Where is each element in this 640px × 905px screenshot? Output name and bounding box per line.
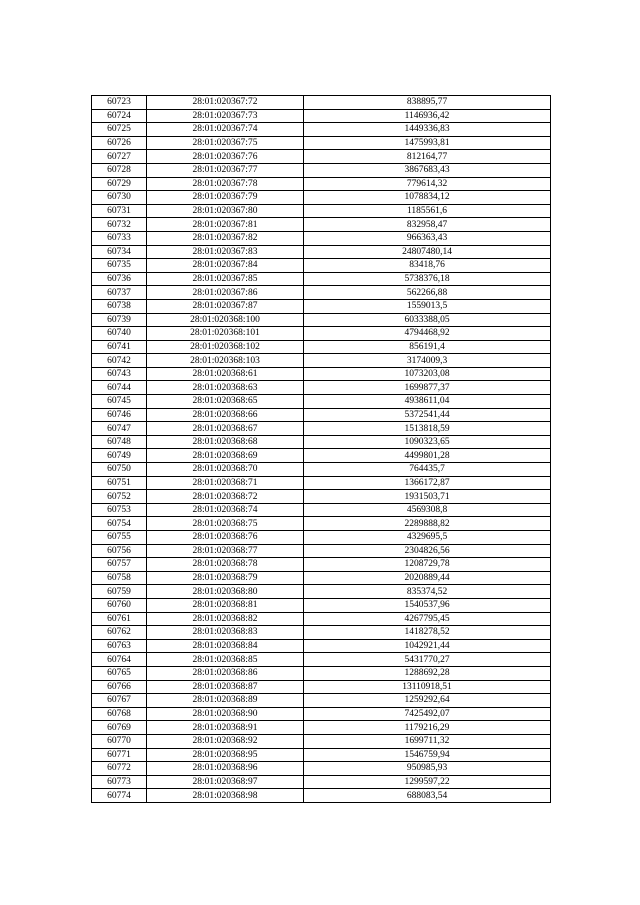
table-row [92,299,551,313]
value-cell: 83418,76 [304,259,551,273]
value-cell: 2020889,44 [304,571,551,585]
table-row [92,639,551,653]
row-number-cell: 60769 [92,721,147,735]
table-row [92,408,551,422]
value-cell: 1090323,65 [304,435,551,449]
table-row [92,245,551,259]
cadastral-number-cell: 28:01:020367:85 [147,272,304,286]
table-row [92,585,551,599]
row-number-cell: 60770 [92,734,147,748]
cadastral-number-cell: 28:01:020368:84 [147,639,304,653]
row-number-cell: 60771 [92,748,147,762]
value-cell: 950985,93 [304,762,551,776]
cadastral-number-cell: 28:01:020368:96 [147,762,304,776]
row-number-cell: 60767 [92,694,147,708]
row-number-cell: 60760 [92,598,147,612]
value-cell: 5372541,44 [304,408,551,422]
cadastral-number-cell: 28:01:020368:69 [147,449,304,463]
table-row [92,775,551,789]
value-cell: 5431770,27 [304,653,551,667]
table-row [92,395,551,409]
table-row [92,626,551,640]
table-row [92,503,551,517]
table-row [92,136,551,150]
value-cell: 7425492,07 [304,707,551,721]
table-row [92,762,551,776]
cadastral-number-cell: 28:01:020368:81 [147,598,304,612]
row-number-cell: 60726 [92,136,147,150]
row-number-cell: 60746 [92,408,147,422]
row-number-cell: 60753 [92,503,147,517]
value-cell: 1699711,32 [304,734,551,748]
row-number-cell: 60763 [92,639,147,653]
row-number-cell: 60754 [92,517,147,531]
table-row [92,109,551,123]
cadastral-number-cell: 28:01:020368:65 [147,395,304,409]
table-row [92,191,551,205]
cadastral-number-cell: 28:01:020367:76 [147,150,304,164]
cadastral-number-cell: 28:01:020368:95 [147,748,304,762]
value-cell: 3174009,3 [304,354,551,368]
value-cell: 835374,52 [304,585,551,599]
row-number-cell: 60728 [92,163,147,177]
table-row [92,259,551,273]
row-number-cell: 60774 [92,789,147,803]
cadastral-number-cell: 28:01:020367:72 [147,96,304,110]
value-cell: 812164,77 [304,150,551,164]
value-cell: 832958,47 [304,218,551,232]
value-cell: 1042921,44 [304,639,551,653]
cadastral-number-cell: 28:01:020368:63 [147,381,304,395]
table-row [92,286,551,300]
cadastral-number-cell: 28:01:020368:72 [147,490,304,504]
cadastral-number-cell: 28:01:020368:90 [147,707,304,721]
cadastral-number-cell: 28:01:020368:98 [147,789,304,803]
row-number-cell: 60761 [92,612,147,626]
table-body [92,96,551,803]
table-row [92,531,551,545]
value-cell: 1418278,52 [304,626,551,640]
cadastral-number-cell: 28:01:020368:80 [147,585,304,599]
cadastral-number-cell: 28:01:020367:73 [147,109,304,123]
row-number-cell: 60755 [92,531,147,545]
row-number-cell: 60745 [92,395,147,409]
value-cell: 1208729,78 [304,558,551,572]
table-row [92,558,551,572]
cadastral-number-cell: 28:01:020367:82 [147,231,304,245]
value-cell: 4938611,04 [304,395,551,409]
cadastral-number-cell: 28:01:020367:83 [147,245,304,259]
table-row [92,612,551,626]
cadastral-number-cell: 28:01:020368:102 [147,340,304,354]
row-number-cell: 60729 [92,177,147,191]
value-cell: 1288692,28 [304,666,551,680]
cadastral-number-cell: 28:01:020368:91 [147,721,304,735]
row-number-cell: 60723 [92,96,147,110]
row-number-cell: 60758 [92,571,147,585]
table-row [92,272,551,286]
table-row [92,435,551,449]
value-cell: 24807480,14 [304,245,551,259]
table-row [92,354,551,368]
cadastral-number-cell: 28:01:020368:74 [147,503,304,517]
cadastral-number-cell: 28:01:020367:79 [147,191,304,205]
row-number-cell: 60768 [92,707,147,721]
table-row [92,694,551,708]
row-number-cell: 60752 [92,490,147,504]
cadastral-number-cell: 28:01:020368:85 [147,653,304,667]
cadastral-number-cell: 28:01:020368:89 [147,694,304,708]
value-cell: 13110918,51 [304,680,551,694]
cadastral-number-cell: 28:01:020367:78 [147,177,304,191]
row-number-cell: 60748 [92,435,147,449]
value-cell: 4329695,5 [304,531,551,545]
value-cell: 1540537,96 [304,598,551,612]
row-number-cell: 60766 [92,680,147,694]
table-row [92,163,551,177]
row-number-cell: 60734 [92,245,147,259]
value-cell: 4794468,92 [304,327,551,341]
cadastral-number-cell: 28:01:020368:100 [147,313,304,327]
row-number-cell: 60725 [92,123,147,137]
value-cell: 838895,77 [304,96,551,110]
table-row [92,96,551,110]
cadastral-number-cell: 28:01:020368:86 [147,666,304,680]
cadastral-number-cell: 28:01:020368:103 [147,354,304,368]
row-number-cell: 60732 [92,218,147,232]
value-cell: 1146936,42 [304,109,551,123]
cadastral-number-cell: 28:01:020367:75 [147,136,304,150]
cadastral-number-cell: 28:01:020368:66 [147,408,304,422]
row-number-cell: 60757 [92,558,147,572]
row-number-cell: 60747 [92,422,147,436]
value-cell: 4267795,45 [304,612,551,626]
cadastral-number-cell: 28:01:020368:76 [147,531,304,545]
row-number-cell: 60724 [92,109,147,123]
row-number-cell: 60740 [92,327,147,341]
cadastral-value-table [91,95,551,803]
row-number-cell: 60741 [92,340,147,354]
cadastral-number-cell: 28:01:020367:77 [147,163,304,177]
table-row [92,463,551,477]
value-cell: 2289888,82 [304,517,551,531]
value-cell: 1699877,37 [304,381,551,395]
table-row [92,340,551,354]
cadastral-number-cell: 28:01:020368:78 [147,558,304,572]
cadastral-number-cell: 28:01:020368:77 [147,544,304,558]
table-row [92,544,551,558]
cadastral-number-cell: 28:01:020368:82 [147,612,304,626]
table-row [92,313,551,327]
row-number-cell: 60727 [92,150,147,164]
table-row [92,748,551,762]
value-cell: 688083,54 [304,789,551,803]
table-row [92,680,551,694]
table-row [92,367,551,381]
value-cell: 966363,43 [304,231,551,245]
value-cell: 5738376,18 [304,272,551,286]
cadastral-number-cell: 28:01:020368:75 [147,517,304,531]
row-number-cell: 60739 [92,313,147,327]
row-number-cell: 60736 [92,272,147,286]
value-cell: 6033388,05 [304,313,551,327]
value-cell: 856191,4 [304,340,551,354]
cadastral-number-cell: 28:01:020367:80 [147,204,304,218]
cadastral-number-cell: 28:01:020368:68 [147,435,304,449]
table-row [92,327,551,341]
row-number-cell: 60737 [92,286,147,300]
table-row [92,721,551,735]
table-row [92,381,551,395]
value-cell: 1559013,5 [304,299,551,313]
row-number-cell: 60730 [92,191,147,205]
table-row [92,789,551,803]
cadastral-number-cell: 28:01:020368:101 [147,327,304,341]
value-cell: 4499801,28 [304,449,551,463]
value-cell: 3867683,43 [304,163,551,177]
cadastral-number-cell: 28:01:020368:83 [147,626,304,640]
table-row [92,476,551,490]
row-number-cell: 60751 [92,476,147,490]
cadastral-number-cell: 28:01:020368:92 [147,734,304,748]
row-number-cell: 60762 [92,626,147,640]
cadastral-number-cell: 28:01:020368:87 [147,680,304,694]
row-number-cell: 60765 [92,666,147,680]
row-number-cell: 60759 [92,585,147,599]
row-number-cell: 60733 [92,231,147,245]
value-cell: 1449336,83 [304,123,551,137]
row-number-cell: 60742 [92,354,147,368]
table-row [92,490,551,504]
value-cell: 1185561,6 [304,204,551,218]
table-row [92,653,551,667]
cadastral-number-cell: 28:01:020368:67 [147,422,304,436]
table-row [92,707,551,721]
table-row [92,218,551,232]
cadastral-number-cell: 28:01:020367:84 [147,259,304,273]
cadastral-number-cell: 28:01:020368:79 [147,571,304,585]
value-cell: 1179216,29 [304,721,551,735]
table-row [92,598,551,612]
table-row [92,204,551,218]
table-row [92,517,551,531]
table-row [92,150,551,164]
value-cell: 2304826,56 [304,544,551,558]
row-number-cell: 60756 [92,544,147,558]
row-number-cell: 60735 [92,259,147,273]
row-number-cell: 60744 [92,381,147,395]
value-cell: 1078834,12 [304,191,551,205]
value-cell: 779614,32 [304,177,551,191]
table-row [92,231,551,245]
table-row [92,422,551,436]
row-number-cell: 60772 [92,762,147,776]
cadastral-number-cell: 28:01:020368:61 [147,367,304,381]
row-number-cell: 60773 [92,775,147,789]
table-row [92,571,551,585]
row-number-cell: 60749 [92,449,147,463]
table-row [92,666,551,680]
row-number-cell: 60750 [92,463,147,477]
value-cell: 1931503,71 [304,490,551,504]
table-row [92,123,551,137]
value-cell: 1366172,87 [304,476,551,490]
row-number-cell: 60743 [92,367,147,381]
value-cell: 4569308,8 [304,503,551,517]
cadastral-number-cell: 28:01:020367:87 [147,299,304,313]
table-row [92,734,551,748]
table-row [92,177,551,191]
value-cell: 1475993,81 [304,136,551,150]
value-cell: 1513818,59 [304,422,551,436]
cadastral-number-cell: 28:01:020367:81 [147,218,304,232]
value-cell: 1299597,22 [304,775,551,789]
value-cell: 764435,7 [304,463,551,477]
cadastral-number-cell: 28:01:020367:86 [147,286,304,300]
cadastral-number-cell: 28:01:020367:74 [147,123,304,137]
value-cell: 562266,88 [304,286,551,300]
value-cell: 1259292,64 [304,694,551,708]
cadastral-number-cell: 28:01:020368:70 [147,463,304,477]
cadastral-number-cell: 28:01:020368:71 [147,476,304,490]
table-row [92,449,551,463]
value-cell: 1073203,08 [304,367,551,381]
row-number-cell: 60764 [92,653,147,667]
cadastral-number-cell: 28:01:020368:97 [147,775,304,789]
value-cell: 1546759,94 [304,748,551,762]
row-number-cell: 60731 [92,204,147,218]
row-number-cell: 60738 [92,299,147,313]
